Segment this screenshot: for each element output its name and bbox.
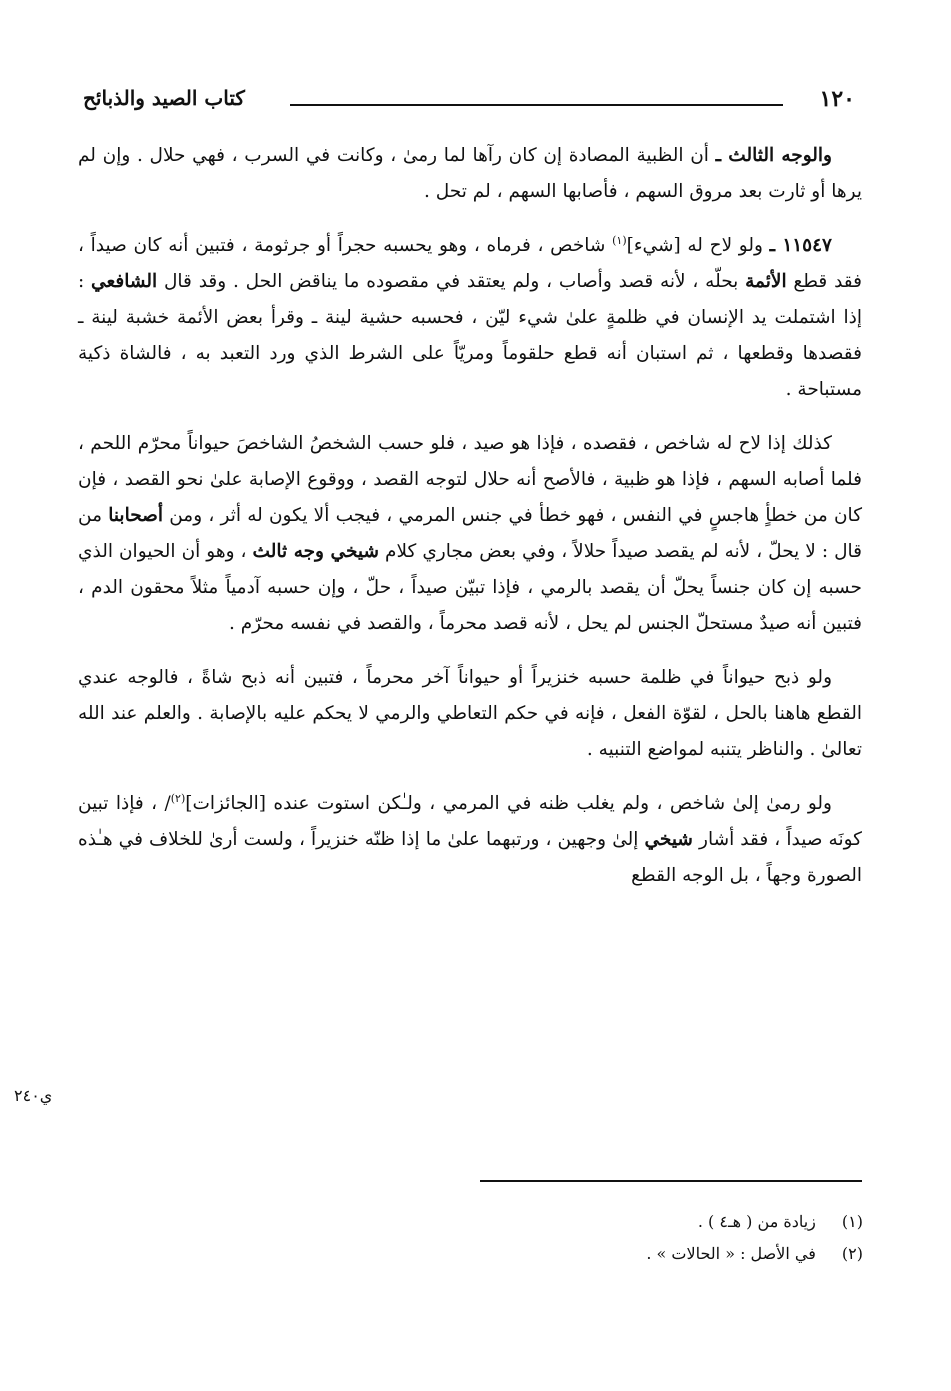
book-title: كتاب الصيد والذبائح — [83, 86, 245, 110]
footnote-separator — [480, 1180, 862, 1182]
footnote-1 — [163, 1206, 863, 1238]
text-run: / ، فإذا تبين كونَه صيداً ، فقد أشار — [78, 793, 862, 850]
text-run: بحلّه ، لأنه قصد وأصاب ، ولم يعتقد في مقصوده ما يناقض الحل . وقد قال — [157, 271, 746, 292]
manuscript-page-marker: ي٢٤٠ — [14, 1086, 53, 1105]
text-run: ولو رمىٰ إلىٰ شاخص ، ولم يغلب ظنه في المرمي ، ولـٰكن استوت عنده [الجائزات] — [185, 793, 832, 814]
footnotes — [163, 1206, 863, 1270]
paragraph-issue-11547 — [78, 228, 862, 408]
footnote-2 — [163, 1238, 863, 1270]
footnote-text: في الأصل : « الحالات » . — [646, 1244, 816, 1263]
paragraph-similarly — [78, 426, 862, 642]
paragraph-text: ولو ذبح حيواناً في ظلمة حسبه خنزيراً أو حيواناً آخر محرماً ، فتبين أنه ذبح شاةً ، فالوجه عندي القطع هاهنا بالحل ، لقوّة الفعل ، فإنه في حكم التعاطي والرمي لا يحكم عليه بالإصابة . والعلم عند الله تعالىٰ . والناظر يتنبه لمواضع التنبيه . — [78, 667, 862, 760]
footnote-number: (١) — [841, 1212, 863, 1231]
footnote-marker-1: (١) — [612, 233, 627, 247]
main-text — [78, 138, 862, 894]
text-run: ولو لاح له [شيء] — [626, 235, 763, 256]
text-run: ، وهو أن الحيوان الذي حسبه إن كان جنساً يحلّ أن يقصد بالرمي ، فإذا تبيّن صيداً ، حلّ ، وإن حسبه آدمياً مثلاً محقون الدم ، فتبين أنه صيدٌ مستحلّ الجنس لم يحل ، لأنه قصد محرماً ، والقصد في نفسه محرّم . — [78, 541, 862, 634]
footnote-marker-2: (٢) — [170, 791, 186, 805]
text-run: إلىٰ وجهين ، ورتبهما علىٰ ما إذا ظنّه خنزيراً ، ولست أرىٰ للخلاف في هـٰذه الصورة وجهاً ، بل الوجه القطع — [78, 829, 862, 886]
header-rule — [290, 104, 783, 106]
bold-term: الشافعي — [91, 271, 158, 292]
text-run: من قال : لا يحلّ ، لأنه لم يقصد صيداً حلالاً ، وفي بعض مجاري كلام — [78, 505, 863, 562]
running-header — [75, 84, 855, 124]
paragraph-slaughter-darkness — [78, 660, 862, 768]
paragraph-text: أن الظبية المصادة إن كان رآها لما رمىٰ ، وكانت في السرب ، فهي حلال . وإن لم يرها أو ثارت بعد مروق السهم ، فأصابها السهم ، لم تحل . — [78, 145, 862, 202]
text-run: كذلك إذا لاح له شاخص ، فقصده ، فإذا هو صيد ، فلو حسب الشخصُ الشاخصَ حيواناً محرّم اللحم ، فلما أصابه السهم ، فإذا هو ظبية ، فالأصح أنه حلال لتوجه القصد ، ووقوع الإصابة علىٰ نحو القصد ، فإن كان من خطأٍ هاجسٍ في النفس ، فهو خطأ في جنس المرمي ، فيجب ألا يكون له أثر ، ومن — [78, 433, 862, 526]
paragraph-lead: والوجه الثالث ـ — [715, 145, 832, 166]
bold-term: شيخي وجه ثالث — [252, 541, 380, 562]
paragraph-third-aspect — [78, 138, 862, 210]
text-run: شاخص ، فرماه ، وهو يحسبه حجراً أو جرثومة ، فتبين أنه كان صيداً ، فقد قطع — [78, 235, 862, 292]
page-number: ١٢٠ — [819, 86, 855, 112]
paragraph-shot-target — [78, 786, 862, 894]
bold-term: الأئمة — [745, 271, 787, 292]
footnote-text: زيادة من ( هـ٤ ) . — [697, 1212, 816, 1231]
bold-term: شيخي — [644, 829, 693, 850]
issue-number: ١١٥٤٧ ـ — [769, 235, 832, 256]
text-run: : إذا اشتملت يد الإنسان في ظلمةٍ علىٰ شيء ليّن ، فحسبه حشية لينة ـ وقرأ بعض الأئمة خشبة لينة ـ فقصدها وقطعها ، ثم استبان أنه قطع حلقوماً ومريّاً على الشرط الذي ورد التعبد به ، فالشاة ذكية مستباحة . — [78, 271, 862, 400]
bold-term: أصحابنا — [108, 505, 163, 526]
footnote-number: (٢) — [841, 1244, 863, 1263]
